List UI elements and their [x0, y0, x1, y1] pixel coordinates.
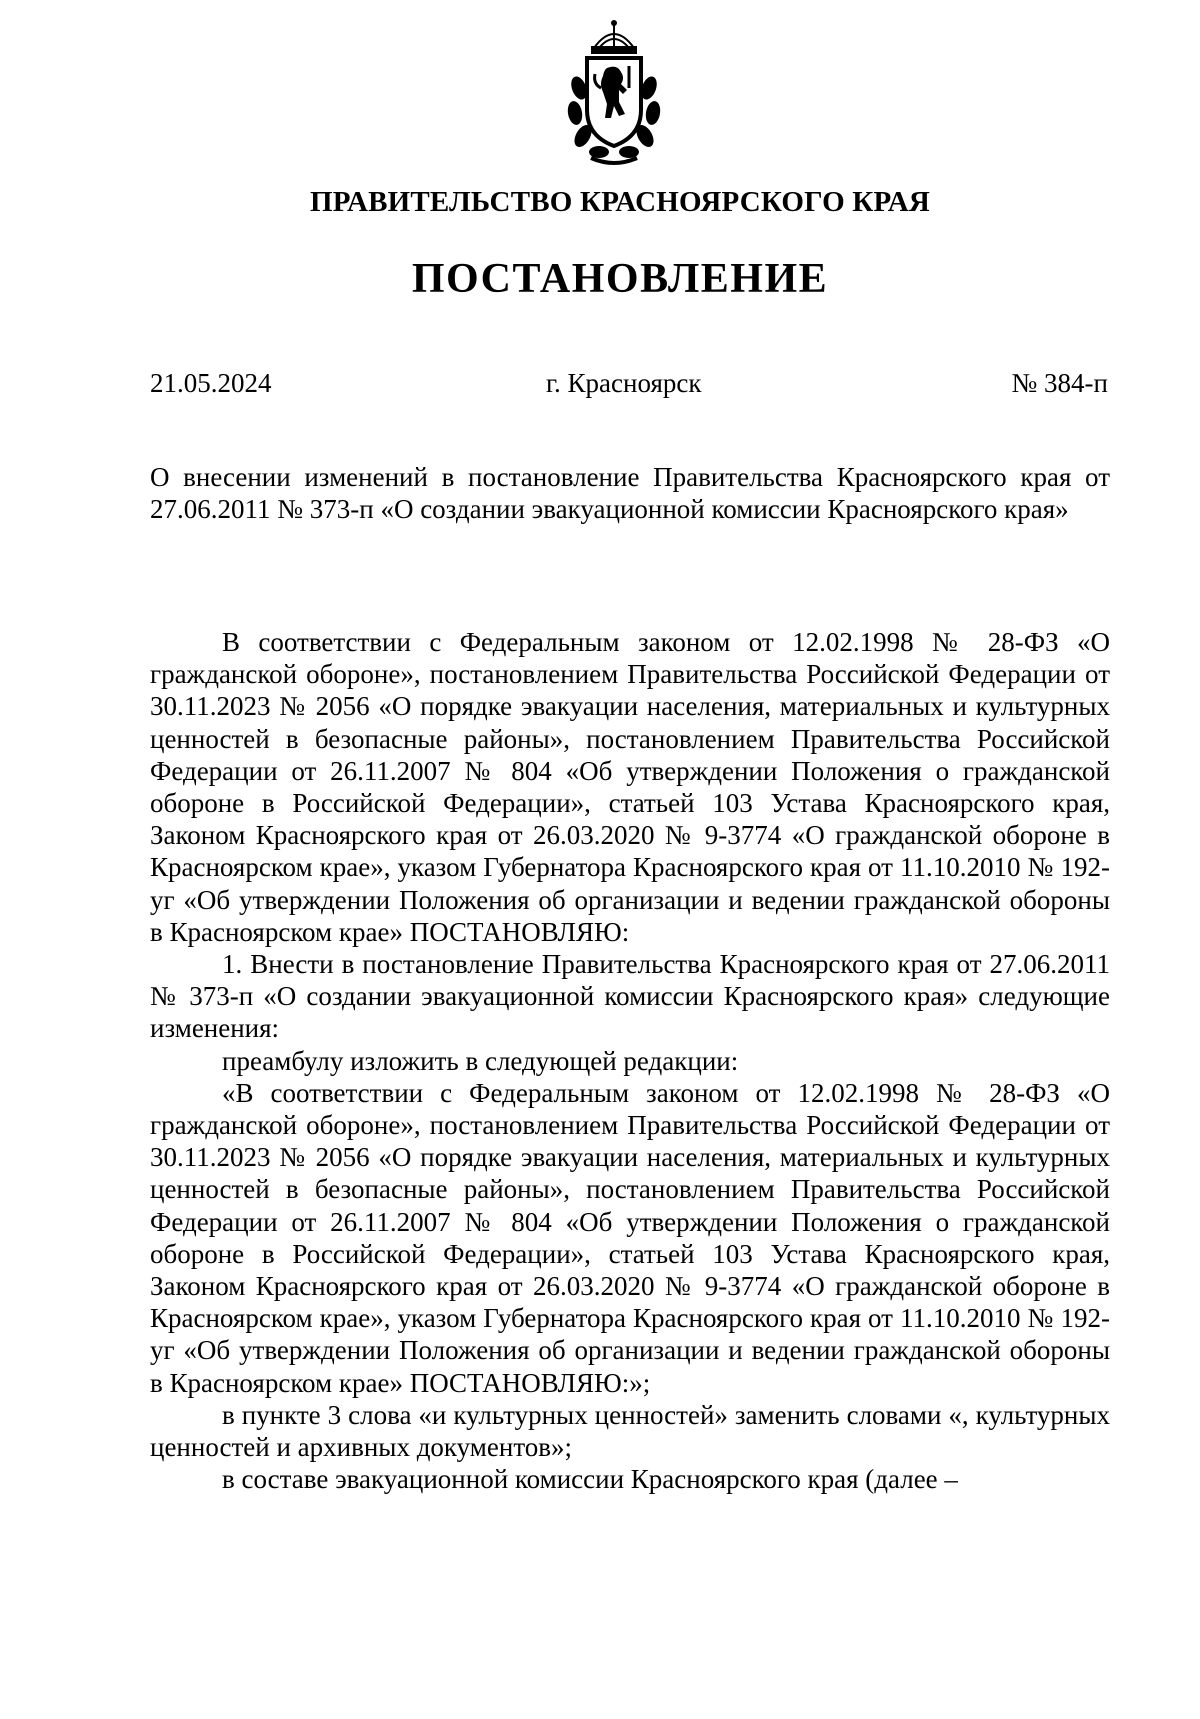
title-text: О внесении изменений в постановление Правительства Красноярского края от 27.06.2011 № 373-п «О создании эвакуационной комиссии Красноярского края» — [150, 462, 1110, 525]
document-city: г. Красноярск — [546, 368, 702, 398]
coat-of-arms-icon — [559, 18, 669, 166]
paragraph: 1. Внести в постановление Правительства Красноярского края от 27.06.2011 № 373-п «О создании эвакуационной комиссии Красноярского края» следующие изменения: — [150, 949, 1110, 1044]
paragraph: в составе эвакуационной комиссии Красноярского края (далее – — [222, 1464, 958, 1495]
document-body — [150, 626, 1110, 1495]
paragraph: В соответствии с Федеральным законом от 12.02.1998 № 28-ФЗ «О гражданской обороне», постановлением Правительства Российской Федерации от 30.11.2023 № 2056 «О порядке эвакуации населения, материальных и культурных ценностей в безопасные районы», постановлением Правительства Российской Федерации от 26.11.2007 № 804 «Об утверждении Положения о гражданской обороне в Российской Федерации», статьей 103 Устава Красноярского края, Законом Красноярского края от 26.03.2020 № 9-3774 «О гражданской обороне в Красноярском крае», указом Губернатора Красноярского края от 11.10.2010 № 192-уг «Об утверждении Положения об организации и ведении гражданской обороны в Красноярском крае» ПОСТАНОВЛЯЮ: — [150, 627, 1110, 947]
document-title — [150, 461, 1110, 525]
document-number: № 384-п — [1011, 368, 1108, 398]
document-meta — [150, 368, 1108, 404]
government-heading: ПРАВИТЕЛЬСТВО КРАСНОЯРСКОГО КРАЯ — [309, 186, 931, 218]
document-type-heading: ПОСТАНОВЛЕНИЕ — [411, 256, 829, 302]
paragraph: в пункте 3 слова «и культурных ценностей» заменить словами «, культурных ценностей и архивных документов»; — [150, 1399, 1110, 1463]
paragraph: «В соответствии с Федеральным законом от 12.02.1998 № 28-ФЗ «О гражданской обороне», постановлением Правительства Российской Федерации от 30.11.2023 № 2056 «О порядке эвакуации населения, материальных и культурных ценностей в безопасные районы», постановлением Правительства Российской Федерации от 26.11.2007 № 804 «Об утверждении Положения о гражданской обороне в Российской Федерации», статьей 103 Устава Красноярского края, Законом Красноярского края от 26.03.2020 № 9-3774 «О гражданской обороне в Красноярском крае», указом Губернатора Красноярского края от 11.10.2010 № 192-уг «Об утверждении Положения об организации и ведении гражданской обороны в Красноярском крае» ПОСТАНОВЛЯЮ:»; — [150, 1077, 1110, 1398]
paragraph: преамбулу изложить в следующей редакции: — [222, 1045, 739, 1076]
document-date: 21.05.2024 — [150, 368, 272, 398]
